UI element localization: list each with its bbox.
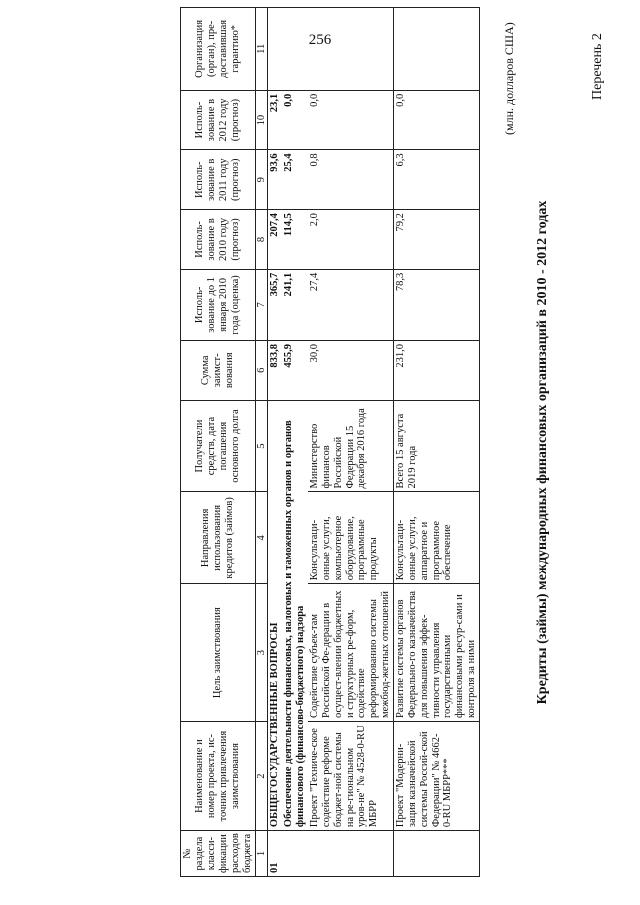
- subsection-row: [282, 8, 308, 877]
- section-code: [393, 831, 479, 877]
- y2011-cell: 6,3: [393, 150, 479, 210]
- col-header: Направления использования кредитов (займов): [181, 492, 255, 584]
- project-use: Консультаци-онные услуги, аппаратное и программное обеспечение: [393, 492, 479, 584]
- col-header: Наименование и номер проекта, ис-точник привлечения заимствования: [181, 722, 255, 831]
- col-header: Исполь-зование в 2010 году (прогноз): [181, 210, 255, 270]
- y2010-cell: 2,0: [308, 210, 394, 270]
- col-header: Исполь-зование до 1 января 2010 года (оценка): [181, 269, 255, 340]
- project-recipient: Министерство финансов Российской Федерации 15 декабря 2016 года: [308, 400, 394, 492]
- section-name: ОБЩЕГОСУДАРСТВЕННЫЕ ВОПРОСЫ: [268, 400, 282, 830]
- y2011-cell: 0,8: [308, 150, 394, 210]
- before-2010-cell: 27,4: [308, 269, 394, 340]
- document-title: Кредиты (займы) международных финансовых организаций в 2010 - 2012 годах: [535, 200, 550, 705]
- list-label: Перечень 2: [590, 33, 605, 100]
- y2012-cell: 0,0: [308, 90, 394, 150]
- y2010-cell: 114,5: [282, 210, 308, 270]
- project-recipient: Всего 15 августа 2019 года: [393, 400, 479, 492]
- column-number: 8: [255, 210, 268, 270]
- guarantor-cell: [393, 8, 479, 91]
- sum-cell: 30,0: [308, 340, 394, 400]
- col-header: Цель заимствования: [181, 584, 255, 722]
- section-code: [282, 831, 308, 877]
- units-note: (млн. долларов США): [502, 22, 516, 135]
- subsection-name: Обеспечение деятельности финансовых, налоговых и таможенных органов и органов финансового (финансово-бюджетного) надзора: [282, 400, 308, 830]
- col-header: Сумма заимст-вования: [181, 340, 255, 400]
- project-row: [308, 8, 394, 877]
- guarantor-cell: [268, 8, 282, 91]
- before-2010-cell: 365,7: [268, 269, 282, 340]
- project-row: [393, 8, 479, 877]
- column-number: 11: [255, 8, 268, 91]
- section-code: [308, 831, 394, 877]
- project-name: Проект "Техниче-ское содействие реформе бюджет-ной системы на ре-гиональном уров-не" № 4528-0-RU МБРР: [308, 722, 394, 831]
- y2012-cell: 0,0: [282, 90, 308, 150]
- project-use: Консультаци-онные услуги, компьютерное оборудование, программные продукты: [308, 492, 394, 584]
- column-number-row: [255, 8, 268, 877]
- sum-cell: 231,0: [393, 340, 479, 400]
- column-number: 3: [255, 584, 268, 722]
- guarantor-cell: [308, 8, 394, 91]
- col-header: Получатели средств, дата погашения основного долга: [181, 400, 255, 492]
- before-2010-cell: 241,1: [282, 269, 308, 340]
- sum-cell: 833,8: [268, 340, 282, 400]
- y2012-cell: 0,0: [393, 90, 479, 150]
- column-number: 10: [255, 90, 268, 150]
- guarantor-cell: [282, 8, 308, 91]
- y2010-cell: 79,2: [393, 210, 479, 270]
- col-header: Исполь-зование в 2011 году (прогноз): [181, 150, 255, 210]
- col-header: Исполь-зование в 2012 году (прогноз): [181, 90, 255, 150]
- section-code: 01: [268, 831, 282, 877]
- project-goal: Содействие субъек-там Российской Фе-дерации в осущест-влении бюджетных и структурных ре-форм, содействие реформированию системы межбюд-жетных отношений: [308, 584, 394, 722]
- column-number: 4: [255, 492, 268, 584]
- column-number: 1: [255, 831, 268, 877]
- y2012-cell: 23,1: [268, 90, 282, 150]
- col-header: № раздела класси-фикации расходов бюджета: [181, 831, 255, 877]
- column-number: 5: [255, 400, 268, 492]
- section-row: [268, 8, 282, 877]
- column-number: 6: [255, 340, 268, 400]
- table-header: [181, 8, 268, 877]
- column-number: 9: [255, 150, 268, 210]
- sum-cell: 455,9: [282, 340, 308, 400]
- y2010-cell: 207,4: [268, 210, 282, 270]
- page-number: 256: [308, 32, 332, 48]
- credits-table: [180, 7, 480, 877]
- y2011-cell: 25,4: [282, 150, 308, 210]
- column-number: 7: [255, 269, 268, 340]
- col-header: Организация (орган), пре-доставившая гарантию*: [181, 8, 255, 91]
- column-number: 2: [255, 722, 268, 831]
- before-2010-cell: 78,3: [393, 269, 479, 340]
- project-name: Проект "Модерни-зация казначейской системы Россий-ской Федерации" № 4662-0-RU МБРР***: [393, 722, 479, 831]
- project-goal: Развитие системы органов Федерально-го казначейства для повышения эффек-тивности управления государственными финансовыми ресур-сами и контроля за ними: [393, 584, 479, 722]
- y2011-cell: 93,6: [268, 150, 282, 210]
